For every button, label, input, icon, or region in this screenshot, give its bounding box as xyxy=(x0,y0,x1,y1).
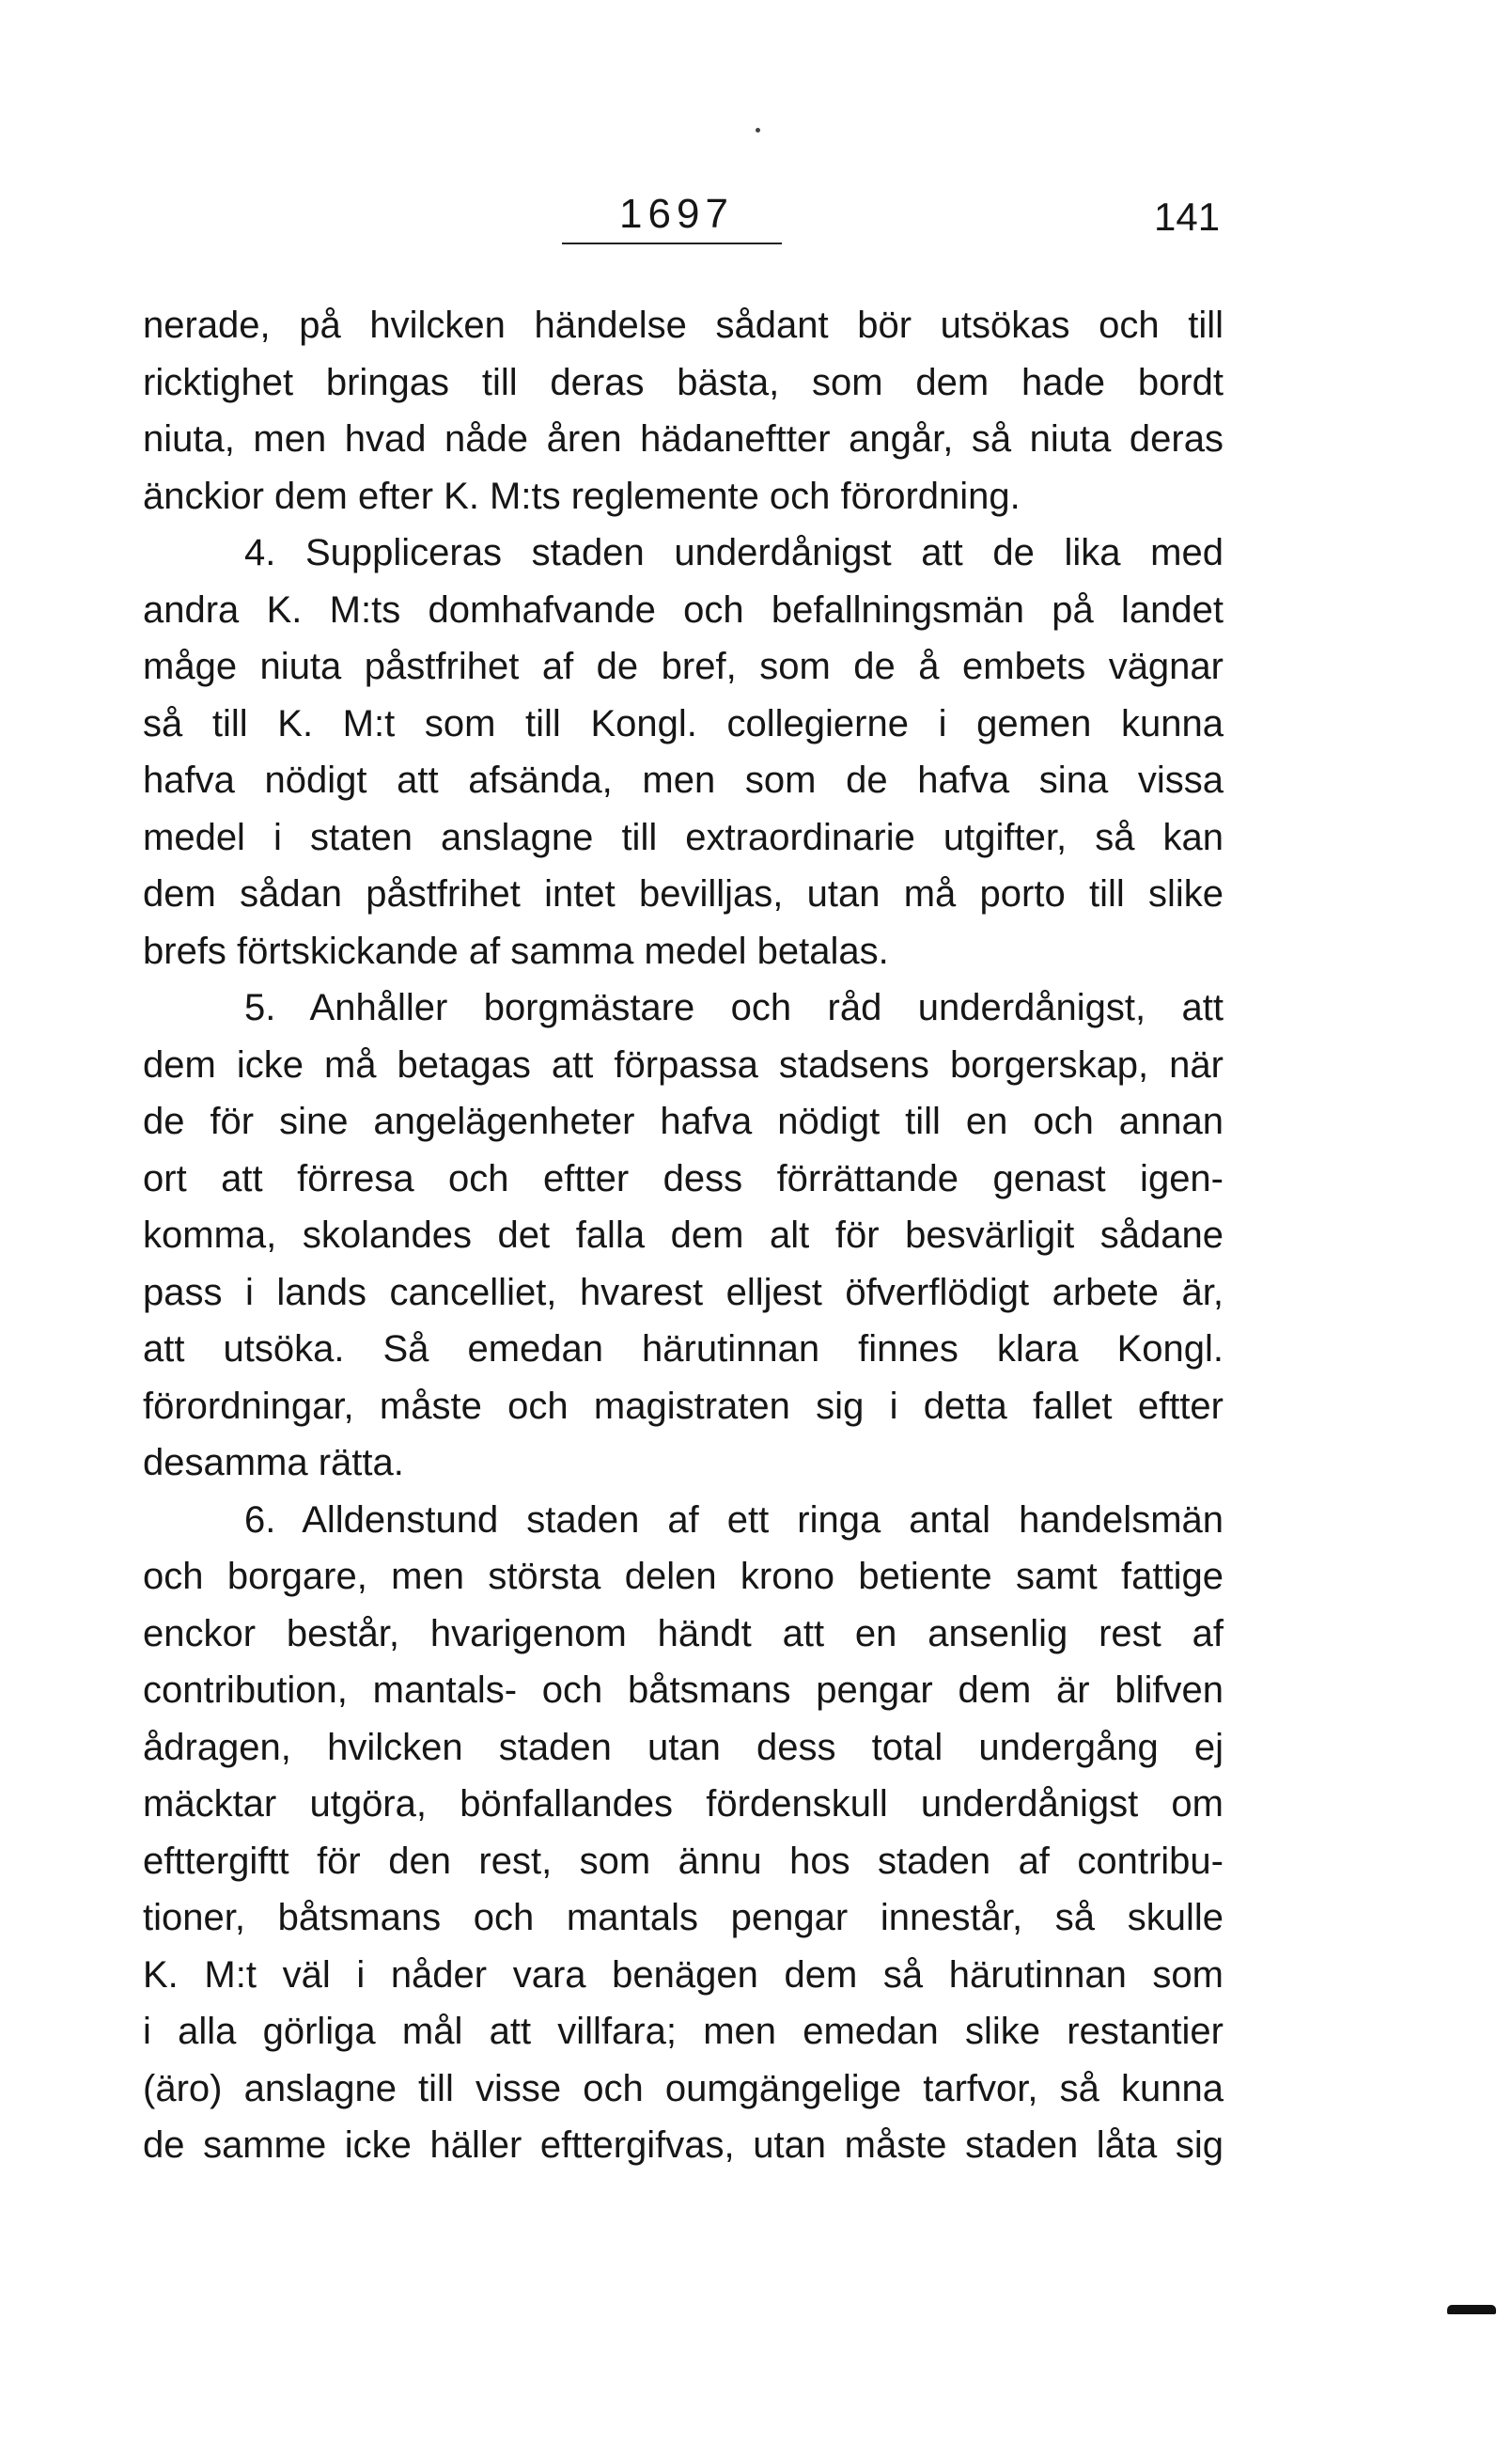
text-line: brefs förtskickande af samma medel betalas. xyxy=(143,930,889,972)
text-line: K. M:t väl i nåder vara benägen dem så härutinnan som xyxy=(143,1953,1224,1996)
text-line: andra K. M:ts domhafvande och befallningsmän på landet xyxy=(143,588,1224,631)
text-line: 4. Suppliceras staden underdånigst att de lika med xyxy=(244,532,1224,573)
text-line: niuta, men hvad nåde åren hädaneftter angår, så niuta deras xyxy=(143,418,1224,460)
body-text xyxy=(143,297,1224,2174)
text-line: 6. Alldenstund staden af ett ringa antal handelsmän xyxy=(244,1498,1224,1541)
text-line: dem icke må betagas att förpassa stadsens borgerskap, när xyxy=(143,1043,1224,1086)
text-line: så till K. M:t som till Kongl. collegierne i gemen kunna xyxy=(143,702,1224,744)
text-line: i alla görliga mål att villfara; men emedan slike restantier xyxy=(143,2011,1224,2052)
text-line: contribution, mantals- och båtsmans pengar dem är blifven xyxy=(143,1669,1224,1711)
text-line: efttergiftt för den rest, som ännu hos staden af contribu- xyxy=(143,1840,1224,1882)
header-rule xyxy=(562,243,782,244)
text-line: pass i lands cancelliet, hvarest elljest öfverflödigt arbete är, xyxy=(143,1271,1224,1313)
text-line: förordningar, måste och magistraten sig i detta fallet eftter xyxy=(143,1385,1224,1427)
text-line: att utsöka. Så emedan härutinnan finnes klara Kongl. xyxy=(143,1328,1224,1370)
text-line: tioner, båtsmans och mantals pengar innestår, så skulle xyxy=(143,1897,1224,1938)
text-line: de för sine angelägenheter hafva nödigt till en och annan xyxy=(143,1101,1224,1142)
text-line: ort att förresa och eftter dess förrättande genast igen- xyxy=(143,1157,1224,1199)
text-line: hafva nödigt att afsända, men som de hafva sina vissa xyxy=(143,760,1224,801)
page-number: 141 xyxy=(1154,195,1221,239)
text-line: nerade, på hvilcken händelse sådant bör utsökas och till xyxy=(143,305,1224,346)
text-line: medel i staten anslagne till extraordinarie utgifter, så kan xyxy=(143,816,1224,858)
text-line: dem sådan påstfrihet intet bevilljas, utan må porto till slike xyxy=(143,873,1224,915)
text-line: komma, skolandes det falla dem alt för besvärligit sådane xyxy=(143,1214,1224,1256)
text-line: och borgare, men största delen krono betiente samt fattige xyxy=(143,1556,1224,1597)
margin-mark xyxy=(1447,2305,1496,2314)
text-line: ådragen, hvilcken staden utan dess total undergång ej xyxy=(143,1726,1224,1768)
header-year: 1697 xyxy=(619,191,734,237)
text-line: måge niuta påstfrihet af de bref, som de å embets vägnar xyxy=(143,646,1224,687)
text-line: 5. Anhåller borgmästare och råd underdånigst, att xyxy=(244,987,1224,1028)
text-line: änckior dem efter K. M:ts reglemente och förordning. xyxy=(143,475,1021,517)
text-line: mäcktar utgöra, bönfallandes fördenskull underdånigst om xyxy=(143,1783,1224,1825)
print-speck xyxy=(756,128,760,133)
text-line: enckor består, hvarigenom händt att en ansenlig rest af xyxy=(143,1612,1224,1654)
text-line: ricktighet bringas till deras bästa, som dem hade bordt xyxy=(143,361,1224,403)
text-line: desamma rätta. xyxy=(143,1442,404,1483)
text-line: (äro) anslagne till visse och oumgängelige tarfvor, så kunna xyxy=(143,2067,1224,2109)
text-line: de samme icke häller efttergifvas, utan måste staden låta sig xyxy=(143,2124,1224,2166)
